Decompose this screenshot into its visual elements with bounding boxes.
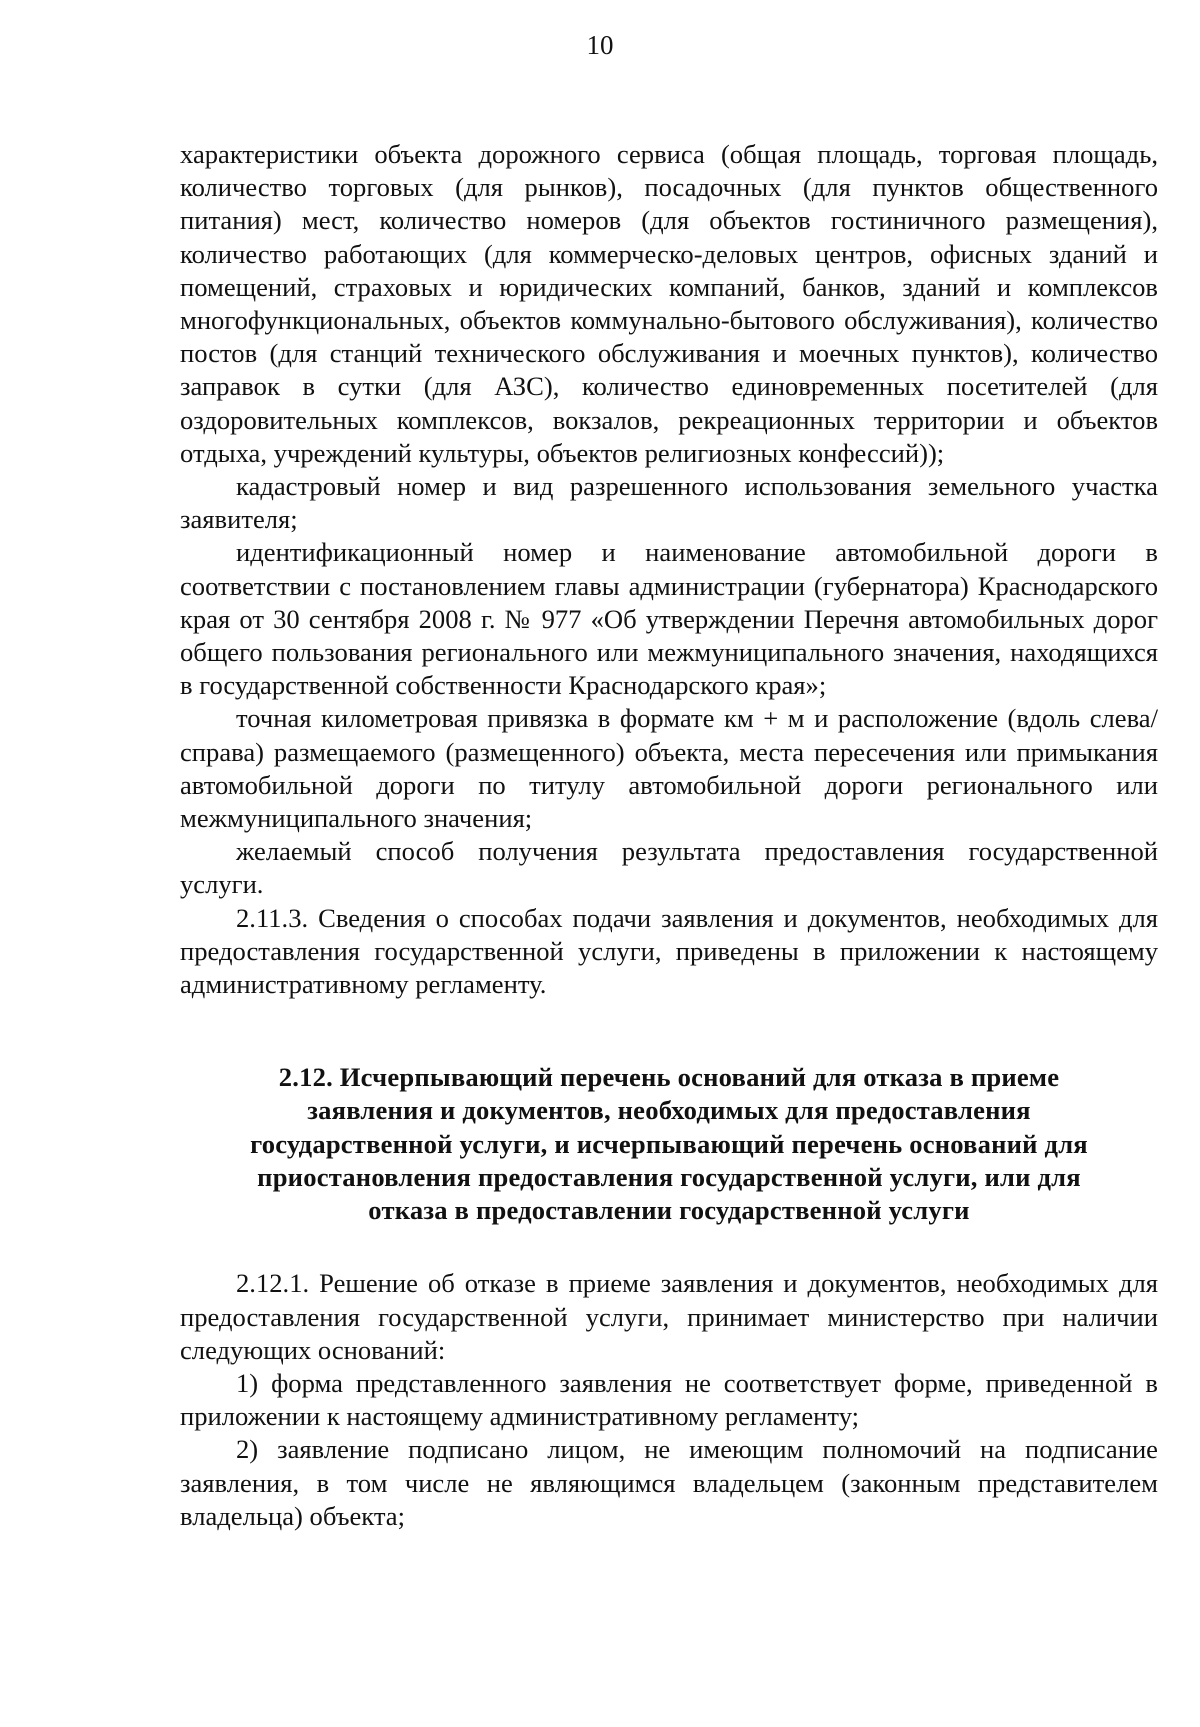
paragraph-road-identification: идентификационный номер и наименование автомобильной дороги в соответствии с постановлением главы администрации (губернатора) Краснодарского края от 30 сентября 2008 г. № 977 «Об утверждении Перечня автомобильных дорог общего пользования регионального или межмуниципального значения, находящихся в государственной собственности Краснодарского края»;	[180, 537, 1158, 701]
list-item-1: 1) форма представленного заявления не соответствует форме, приведенной в приложении к настоящему административному регламенту;	[180, 1367, 1158, 1432]
page-number: 10	[586, 30, 614, 60]
paragraph-kilometer-reference: точная километровая привязка в формате км + м и расположение (вдоль слева/справа) размещаемого (размещенного) объекта, места пересечения или примыкания автомобильной дороги по титулу автомобильной дороги регионального или межмуниципального значения;	[180, 703, 1158, 834]
paragraph-2-11-3: 2.11.3. Сведения о способах подачи заявления и документов, необходимых для предоставления государственной услуги, приведены в приложении к настоящему административному регламенту.	[180, 902, 1158, 1000]
paragraph-2-12-1: 2.12.1. Решение об отказе в приеме заявления и документов, необходимых для предоставления государственной услуги, принимает министерство при наличии следующих оснований:	[180, 1268, 1158, 1365]
list-item-2: 2) заявление подписано лицом, не имеющим полномочий на подписание заявления, в том числе не являющимся владельцем (законным представителем владельца) объекта;	[180, 1434, 1158, 1531]
document-body	[180, 138, 1158, 1533]
section-heading-2-12: 2.12. Исчерпывающий перечень оснований для отказа в приеме заявления и документов, необходимых для предоставления государственной услуги, и исчерпывающий перечень оснований для приостановления предоставления государственной услуги, или для отказа в предоставлении государственной услуги	[250, 1062, 1088, 1226]
paragraph-cadastral-number: кадастровый номер и вид разрешенного использования земельного участка заявителя;	[180, 471, 1158, 535]
paragraph-object-characteristics: характеристики объекта дорожного сервиса (общая площадь, торговая площадь, количество торговых (для рынков), посадочных (для пунктов общественного питания) мест, количество номеров (для объектов гостиничного размещения), количество работающих (для коммерческо-деловых центров, офисных зданий и помещений, страховых и юридических компаний, банков, зданий и комплексов многофункциональных, объектов коммунально-бытового обслуживания), количество постов (для станций технического обслуживания и моечных пунктов), количество заправок в сутки (для АЗС), количество единовременных посетителей (для оздоровительных комплексов, вокзалов, рекреационных территории и объектов отдыха, учреждений культуры, объектов религиозных конфессий));	[180, 139, 1158, 468]
paragraph-result-method: желаемый способ получения результата предоставления государственной услуги.	[180, 836, 1158, 900]
